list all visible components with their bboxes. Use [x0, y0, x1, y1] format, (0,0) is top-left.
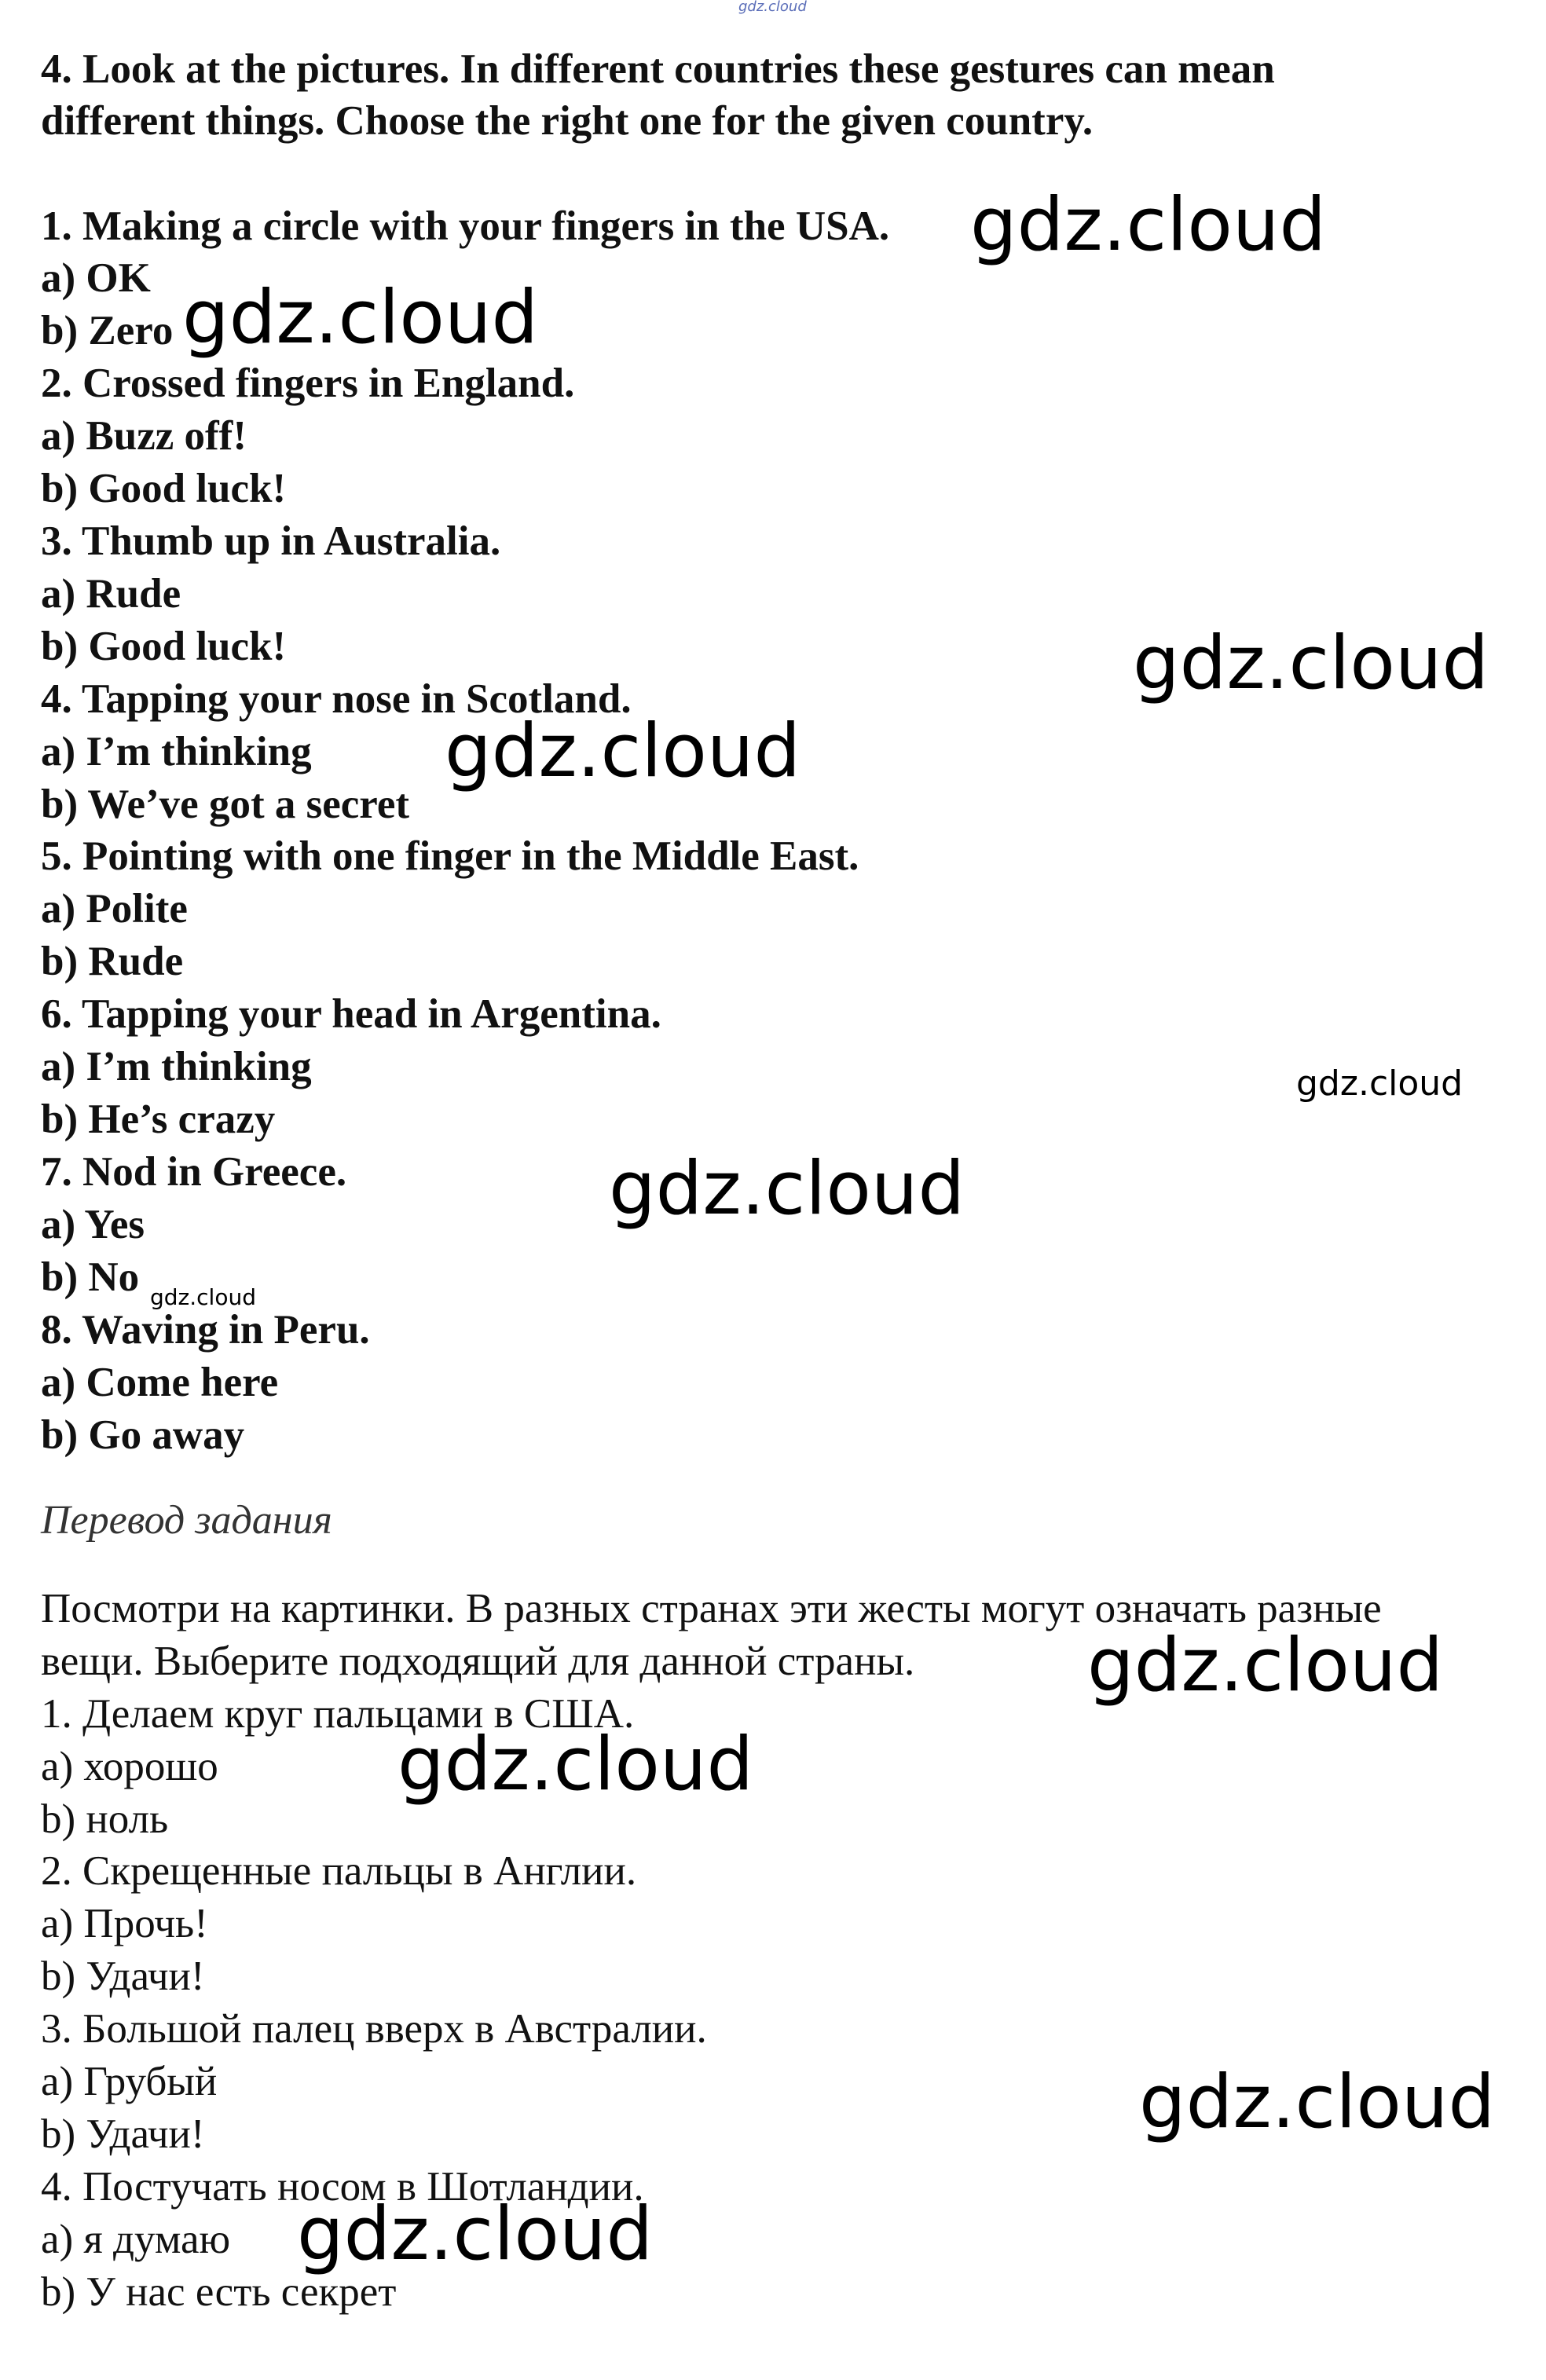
- question-7: 7. Nod in Greece.: [41, 1149, 347, 1195]
- option-6b: b) He’s crazy: [41, 1097, 276, 1142]
- question-1: 1. Making a circle with your fingers in the USA.: [41, 203, 890, 249]
- watermark: gdz.cloud: [150, 1284, 256, 1310]
- option-1b: b) Zero: [41, 308, 174, 353]
- translation-option-1b: b) ноль: [41, 1796, 169, 1842]
- option-5b: b) Rude: [41, 939, 184, 984]
- translation-question-3: 3. Большой палец вверх в Австралии.: [41, 2006, 707, 2052]
- translation-question-1: 1. Делаем круг пальцами в США.: [41, 1691, 635, 1737]
- translation-option-3b: b) Удачи!: [41, 2111, 205, 2157]
- watermark: gdz.cloud: [1133, 621, 1489, 706]
- watermark: gdz.cloud: [1296, 1064, 1464, 1104]
- question-5: 5. Pointing with one finger in the Middle East.: [41, 833, 859, 879]
- task-heading-line-1: 4. Look at the pictures. In different countries these gestures can mean: [41, 46, 1275, 92]
- translation-option-2a: a) Прочь!: [41, 1901, 208, 1946]
- option-7a: a) Yes: [41, 1202, 145, 1247]
- option-8a: a) Come here: [41, 1360, 279, 1405]
- watermark: gdz.cloud: [609, 1146, 965, 1232]
- option-3b: b) Good luck!: [41, 624, 287, 669]
- option-8b: b) Go away: [41, 1412, 245, 1458]
- translation-option-2b: b) Удачи!: [41, 1953, 205, 1999]
- translation-option-3a: a) Грубый: [41, 2059, 218, 2104]
- watermark: gdz.cloud: [445, 709, 801, 794]
- watermark: gdz.cloud: [297, 2191, 654, 2277]
- option-1a: a) OK: [41, 255, 151, 301]
- translation-intro-line-2: вещи. Выберите подходящий для данной страны.: [41, 1639, 915, 1684]
- question-2: 2. Crossed fingers in England.: [41, 361, 575, 406]
- option-6a: a) I’m thinking: [41, 1044, 312, 1089]
- watermark: gdz.cloud: [1139, 2060, 1496, 2145]
- watermark: gdz.cloud: [397, 1722, 754, 1807]
- question-3: 3. Thumb up in Australia.: [41, 518, 501, 564]
- translation-question-2: 2. Скрещенные пальцы в Англии.: [41, 1848, 637, 1894]
- option-7b: b) No: [41, 1254, 140, 1300]
- question-8: 8. Waving in Peru.: [41, 1307, 370, 1353]
- watermark: gdz.cloud: [970, 182, 1327, 268]
- question-6: 6. Tapping your head in Argentina.: [41, 991, 661, 1037]
- translation-question-4: 4. Постучать носом в Шотландии.: [41, 2164, 644, 2210]
- option-5a: a) Polite: [41, 886, 188, 932]
- watermark-top: gdz.cloud: [738, 0, 807, 15]
- translation-option-4a: a) я думаю: [41, 2217, 231, 2262]
- translation-title: Перевод задания: [41, 1498, 332, 1543]
- option-2a: a) Buzz off!: [41, 413, 247, 459]
- option-4b: b) We’ve got a secret: [41, 782, 410, 827]
- option-4a: a) I’m thinking: [41, 729, 312, 774]
- watermark: gdz.cloud: [182, 275, 539, 361]
- translation-intro-line-1: Посмотри на картинки. В разных странах эти жесты могут означать разные: [41, 1586, 1382, 1631]
- translation-option-1a: a) хорошо: [41, 1744, 218, 1789]
- task-heading-line-2: different things. Choose the right one for the given country.: [41, 98, 1094, 144]
- watermark: gdz.cloud: [1087, 1623, 1444, 1708]
- option-2b: b) Good luck!: [41, 466, 287, 511]
- option-3a: a) Rude: [41, 571, 181, 617]
- translation-option-4b: b) У нас есть секрет: [41, 2269, 397, 2315]
- question-4: 4. Tapping your nose in Scotland.: [41, 676, 632, 722]
